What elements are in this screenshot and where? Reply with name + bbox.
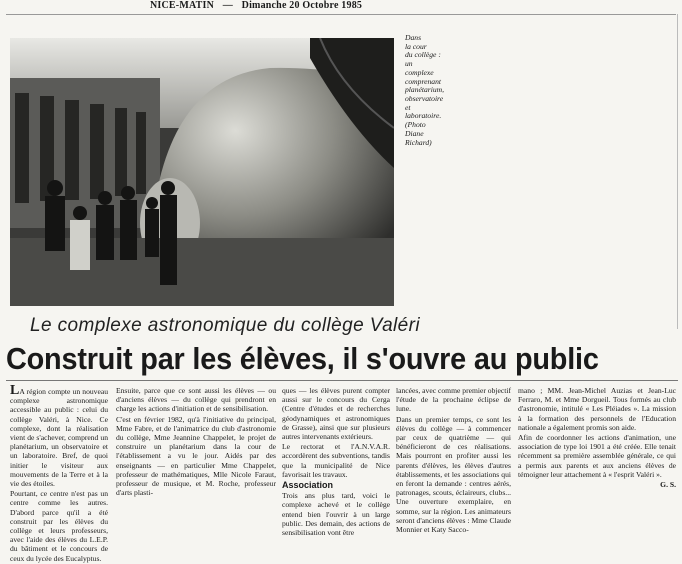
paragraph: Ensuite, parce que ce sont aussi les élèves — ou d'anciens élèves — du collège qui prendront en charge les actions d'initiation et de sensibilisation. bbox=[116, 386, 276, 414]
paragraph: Le rectorat et l'A.N.V.A.R. accordèrent des subventions, tandis que la municipalité de Nice favorisait les travaux. bbox=[282, 442, 390, 479]
caption-line: complexe bbox=[405, 67, 434, 77]
issue-date: Dimanche 20 Octobre 1985 bbox=[241, 0, 363, 11]
article-column-1 bbox=[10, 383, 108, 564]
caption-line: la cour bbox=[405, 41, 427, 51]
article-column-4 bbox=[396, 386, 511, 535]
photo-caption bbox=[405, 34, 465, 147]
caption-line: planétarium, bbox=[405, 85, 445, 95]
article-subtitle: Le complexe astronomique du collège Valéri bbox=[30, 315, 420, 336]
article-column-2 bbox=[116, 386, 276, 498]
newspaper-name: NICE-MATIN bbox=[150, 0, 215, 11]
article-headline: Construit par les élèves, il s'ouvre au public bbox=[6, 341, 599, 376]
paragraph-text: A région compte un nouveau complexe astronomique accessible au public : celui du collège Valéri, à Nice. Ce complexe, dont la réalisation vient de s'achever, comprend un planétarium, un observatoire et un laboratoire. Bref, de quoi initier le visiteur aux mouvements de la Terre et à la vie des étoiles. bbox=[10, 387, 108, 489]
article-column-3 bbox=[282, 386, 390, 538]
caption-line: observatoire bbox=[405, 94, 444, 104]
article-photo bbox=[10, 38, 394, 306]
paragraph: C'est en février 1982, qu'à l'initiative du principal, Mme Fabre, et de l'animatrice du club d'astronomie du collège, Mme Jeannine Chappelet, le projet de construire un planétarium dans la cour de l'établissement a vu le jour. Aidés par des enseignants — en particulier Mme Chappelet, professeur de mathématiques, Mlle Nicole Faraut, professeur de musique, et M. Roche, professeur d'arts plasti- bbox=[116, 414, 276, 498]
caption-line: et bbox=[405, 102, 411, 112]
caption-line: Dans bbox=[405, 33, 422, 42]
paragraph: Dans un premier temps, ce sont les élèves du collège — à commencer par ceux de quatrième — qui bénéficieront de ces réalisations. Mais pourront en profiter aussi les parents d'élèves, les élèves d'autres établissements, et les associations qui en feront la demande : centres aérés, patronages, scouts, éclaireurs, clubs... Une ouverture exemplaire, en somme, sur la région. Les animateurs seront d'anciens élèves : Mme Claude Monnier et Katy Sacco- bbox=[396, 414, 511, 535]
caption-line: un bbox=[405, 59, 413, 69]
drop-cap: L bbox=[10, 383, 20, 398]
paragraph: mano ; MM. Jean-Michel Auzias et Jean-Luc Ferraro, M. et Mme Dorgueil. Tous formés au club d'astronomie, intitulé « Les Pléiades ». La mission à la formation des personnels de l'Education nationale a également promis son aide. bbox=[518, 386, 676, 432]
right-frame-line bbox=[677, 14, 678, 329]
paragraph: Pourtant, ce centre n'est pas un centre comme les autres. D'abord parce qu'il a été construit par les élèves du collège et leurs professeurs, avec l'aide des élèves du L.E.P. du bâtiment et le concours de ceux du lycée des Eucalyptus. bbox=[10, 489, 108, 563]
top-frame-line bbox=[6, 14, 676, 15]
paragraph: Afin de coordonner les actions d'animation, une association de type loi 1901 a été créée. Elle tenait récemment sa première assemblée générale, ce qui a permis aux parents et aux anciens élèves de témoigner leur attachement à « l'esprit Valéri ». bbox=[518, 433, 676, 479]
paragraph bbox=[10, 383, 108, 489]
caption-line: comprenant bbox=[405, 76, 441, 86]
paragraph: lancées, avec comme premier objectif l'étude de la prochaine éclipse de lune. bbox=[396, 386, 511, 414]
section-heading: Association bbox=[282, 480, 334, 491]
masthead bbox=[150, 0, 368, 11]
paragraph: ques — les élèves purent compter aussi sur le concours du Cerga (Centre d'études et de recherches géodynamiques et astronomiques de Grasse), ainsi que sur plusieurs autres intervenants extérieurs. bbox=[282, 386, 390, 442]
caption-line: Richard) bbox=[405, 137, 432, 147]
caption-line: du collège : bbox=[405, 50, 441, 60]
author-signature: G. S. bbox=[660, 480, 676, 490]
caption-line: (Photo bbox=[405, 120, 426, 130]
headline-rule bbox=[6, 380, 678, 381]
caption-line: laboratoire. bbox=[405, 111, 442, 121]
paragraph: Trois ans plus tard, voici le complexe achevé et le collège entend bien l'ouvrir à un large public. Des demain, des actions de sensibilisation vont être bbox=[282, 491, 390, 538]
caption-line: Diane bbox=[405, 128, 424, 138]
photo-illustration bbox=[10, 38, 394, 306]
masthead-separator: — bbox=[222, 0, 233, 11]
article-column-5 bbox=[518, 386, 676, 490]
